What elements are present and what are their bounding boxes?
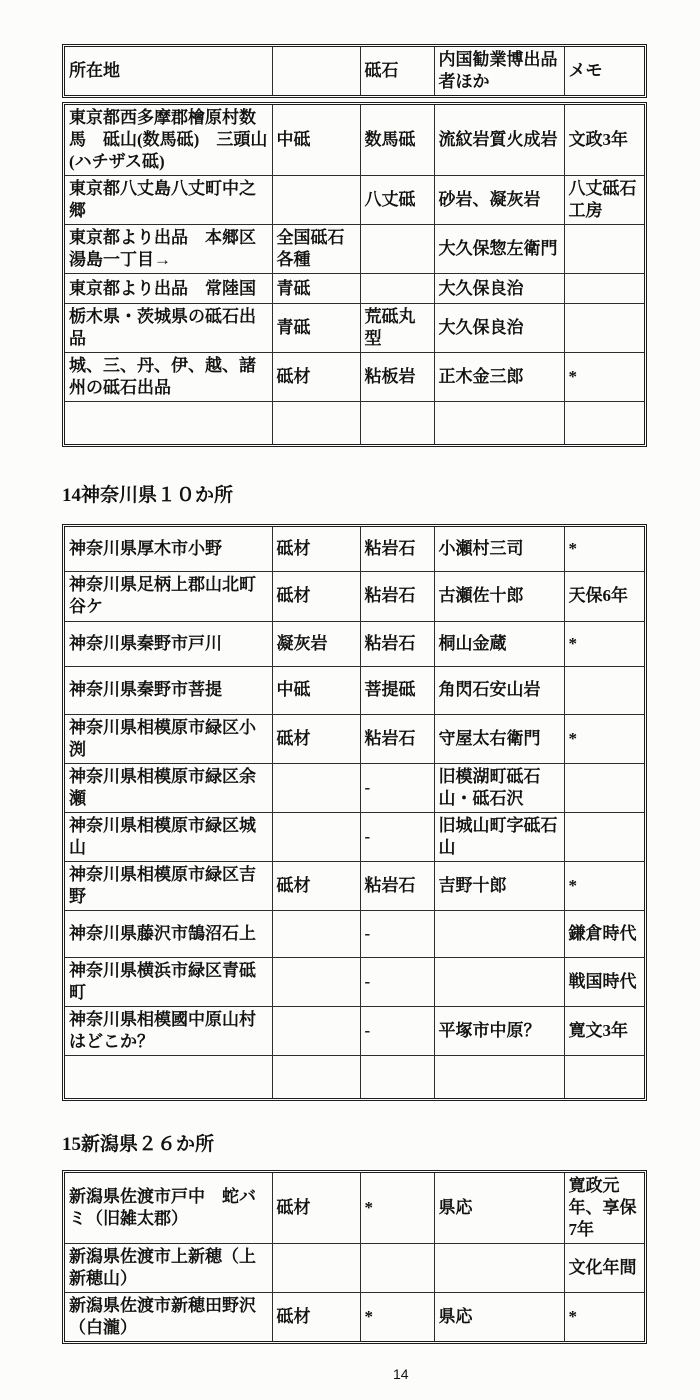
section-heading-kanagawa: 14神奈川県１０か所 xyxy=(62,485,234,506)
table-cell: 桐山金蔵 xyxy=(434,621,564,666)
table-cell: 砥材 xyxy=(272,527,360,571)
table-cell: 平塚市中原？ xyxy=(434,1006,564,1055)
column-header-blank xyxy=(272,47,360,95)
table-cell: - xyxy=(360,957,434,1006)
table-cell: - xyxy=(360,812,434,861)
table-cell: 砥材 xyxy=(272,1173,360,1244)
table-cell xyxy=(360,1055,434,1098)
table-row xyxy=(65,402,644,444)
table-cell: 吉野十郎 xyxy=(434,861,564,910)
table-cell: 新潟県佐渡市上新穂（上新穂山） xyxy=(65,1244,272,1293)
table-row xyxy=(65,353,644,402)
table-cell: 小瀬村三司 xyxy=(434,527,564,571)
table-cell xyxy=(360,1244,434,1293)
table-row xyxy=(65,571,644,621)
table-cell xyxy=(564,763,644,812)
table-cell xyxy=(564,274,644,304)
table-cell: - xyxy=(360,910,434,957)
table-row xyxy=(65,714,644,763)
table-row xyxy=(65,957,644,1006)
table-cell: 神奈川県相模原市緑区吉野 xyxy=(65,861,272,910)
section-heading-niigata: 15新潟県２６か所 xyxy=(62,1134,215,1155)
table-cell: 大久保良治 xyxy=(434,304,564,353)
table-cell: * xyxy=(564,527,644,571)
table-cell xyxy=(434,957,564,1006)
table-cell: - xyxy=(360,1006,434,1055)
table-cell: 角閃石安山岩 xyxy=(434,666,564,714)
table-cell: 東京都八丈島八丈町中之郷 xyxy=(65,176,272,225)
table-cell: 中砥 xyxy=(272,666,360,714)
table-cell: 古瀬佐十郎 xyxy=(434,571,564,621)
table-cell: 城、三、丹、伊、越、諸州の砥石出品 xyxy=(65,353,272,402)
table-cell: 粘岩石 xyxy=(360,527,434,571)
tokyo-table xyxy=(65,105,644,444)
table-cell: 神奈川県相模原市緑区城山 xyxy=(65,812,272,861)
table-cell: 天保6年 xyxy=(564,571,644,621)
table-cell: 神奈川県秦野市菩提 xyxy=(65,666,272,714)
table-cell: 戦国時代 xyxy=(564,957,644,1006)
table-cell: 大久保良治 xyxy=(434,274,564,304)
table-cell xyxy=(360,274,434,304)
table-row xyxy=(65,527,644,571)
table-cell xyxy=(564,402,644,444)
table-cell: * xyxy=(564,861,644,910)
table-cell xyxy=(272,402,360,444)
page-number: 14 xyxy=(393,1366,409,1382)
table-row xyxy=(65,274,644,304)
table-row xyxy=(65,304,644,353)
table-cell xyxy=(434,1055,564,1098)
table-cell: 栃木県・茨城県の砥石出品 xyxy=(65,304,272,353)
table-row xyxy=(65,910,644,957)
table-row xyxy=(65,621,644,666)
table-cell: 中砥 xyxy=(272,105,360,176)
table-row xyxy=(65,861,644,910)
table-row xyxy=(65,812,644,861)
column-header-memo: メモ xyxy=(564,47,644,95)
table-cell xyxy=(564,666,644,714)
table-cell: 粘板岩 xyxy=(360,353,434,402)
table-cell: 鎌倉時代 xyxy=(564,910,644,957)
table-row xyxy=(65,176,644,225)
table-cell: 砥材 xyxy=(272,861,360,910)
table-cell xyxy=(272,910,360,957)
table-cell: 神奈川県相模國中原山村はどこか？ xyxy=(65,1006,272,1055)
table-cell: 県応 xyxy=(434,1173,564,1244)
header-row xyxy=(65,47,644,95)
column-header-location: 所在地 xyxy=(65,47,272,95)
table-cell xyxy=(360,225,434,274)
table-cell: 大久保惣左衛門 xyxy=(434,225,564,274)
column-header-whetstone: 砥石 xyxy=(360,47,434,95)
table-row xyxy=(65,1173,644,1244)
table-cell: * xyxy=(564,1293,644,1342)
table-cell: 文化年間 xyxy=(564,1244,644,1293)
table-cell xyxy=(272,957,360,1006)
table-cell xyxy=(272,812,360,861)
table-cell: * xyxy=(564,714,644,763)
table-cell: 神奈川県厚木市小野 xyxy=(65,527,272,571)
table-cell: 全国砥石各種 xyxy=(272,225,360,274)
table-row xyxy=(65,1293,644,1342)
table-cell xyxy=(434,1244,564,1293)
table-cell: 流紋岩質火成岩 xyxy=(434,105,564,176)
table-cell: 正木金三郎 xyxy=(434,353,564,402)
table-cell: 神奈川県横浜市緑区青砥町 xyxy=(65,957,272,1006)
table-cell: 菩提砥 xyxy=(360,666,434,714)
table-cell xyxy=(564,225,644,274)
table-cell: 寛政元年、享保7年 xyxy=(564,1173,644,1244)
table-cell: 神奈川県秦野市戸川 xyxy=(65,621,272,666)
table-cell: 青砥 xyxy=(272,274,360,304)
table-cell: 新潟県佐渡市戸中 蛇バミ（旧雑太郡） xyxy=(65,1173,272,1244)
table-cell: 粘岩石 xyxy=(360,861,434,910)
table-cell: 寛文3年 xyxy=(564,1006,644,1055)
table-cell: 八丈砥 xyxy=(360,176,434,225)
table-cell xyxy=(434,402,564,444)
kanagawa-table-box xyxy=(62,524,647,1101)
table-cell xyxy=(65,1055,272,1098)
table-cell: 東京都西多摩郡檜原村数馬 砥山(数馬砥) 三頭山(ハチザス砥) xyxy=(65,105,272,176)
table-cell: * xyxy=(360,1173,434,1244)
tokyo-table-header-box xyxy=(62,44,647,98)
table-row xyxy=(65,666,644,714)
table-cell: 砥材 xyxy=(272,571,360,621)
table-cell: - xyxy=(360,763,434,812)
table-cell: 砥材 xyxy=(272,1293,360,1342)
table-row xyxy=(65,1006,644,1055)
table-row xyxy=(65,1055,644,1098)
kanagawa-table xyxy=(65,527,644,1098)
table-cell: 旧城山町字砥石山 xyxy=(434,812,564,861)
table-cell: 砂岩、凝灰岩 xyxy=(434,176,564,225)
table-row xyxy=(65,1244,644,1293)
niigata-table-box xyxy=(62,1170,647,1344)
table-cell: 砥材 xyxy=(272,353,360,402)
table-cell: 荒砥丸型 xyxy=(360,304,434,353)
table-cell: 数馬砥 xyxy=(360,105,434,176)
table-cell xyxy=(272,176,360,225)
table-cell: 青砥 xyxy=(272,304,360,353)
table-cell: 東京都より出品 常陸国 xyxy=(65,274,272,304)
table-cell: 粘岩石 xyxy=(360,621,434,666)
table-cell: 旧模湖町砥石山・砥石沢 xyxy=(434,763,564,812)
table-cell: 文政3年 xyxy=(564,105,644,176)
table-cell: * xyxy=(564,621,644,666)
tokyo-table-header xyxy=(65,47,644,95)
table-cell: 神奈川県相模原市緑区小渕 xyxy=(65,714,272,763)
column-header-exhibitor: 内国勧業博出品者ほか xyxy=(434,47,564,95)
table-cell xyxy=(564,812,644,861)
table-cell xyxy=(65,402,272,444)
table-cell: 新潟県佐渡市新穂田野沢（白瀧） xyxy=(65,1293,272,1342)
table-cell xyxy=(434,910,564,957)
table-cell: 砥材 xyxy=(272,714,360,763)
table-cell xyxy=(272,1055,360,1098)
table-cell: 八丈砥石工房 xyxy=(564,176,644,225)
table-cell xyxy=(360,402,434,444)
niigata-table xyxy=(65,1173,644,1341)
table-row xyxy=(65,763,644,812)
table-cell: 粘岩石 xyxy=(360,571,434,621)
table-cell: * xyxy=(360,1293,434,1342)
table-cell: 守屋太右衛門 xyxy=(434,714,564,763)
table-cell: 凝灰岩 xyxy=(272,621,360,666)
tokyo-table-body-box xyxy=(62,102,647,447)
table-row xyxy=(65,105,644,176)
table-cell: 神奈川県足柄上郡山北町谷ケ xyxy=(65,571,272,621)
table-cell xyxy=(564,1055,644,1098)
table-cell: 粘岩石 xyxy=(360,714,434,763)
table-cell xyxy=(272,763,360,812)
table-cell: 東京都より出品 本郷区湯島一丁目→ xyxy=(65,225,272,274)
table-cell xyxy=(272,1244,360,1293)
table-cell: 県応 xyxy=(434,1293,564,1342)
table-cell: * xyxy=(564,353,644,402)
table-cell: 神奈川県藤沢市鵠沼石上 xyxy=(65,910,272,957)
table-cell xyxy=(564,304,644,353)
table-cell xyxy=(272,1006,360,1055)
table-row xyxy=(65,225,644,274)
table-cell: 神奈川県相模原市緑区余瀬 xyxy=(65,763,272,812)
